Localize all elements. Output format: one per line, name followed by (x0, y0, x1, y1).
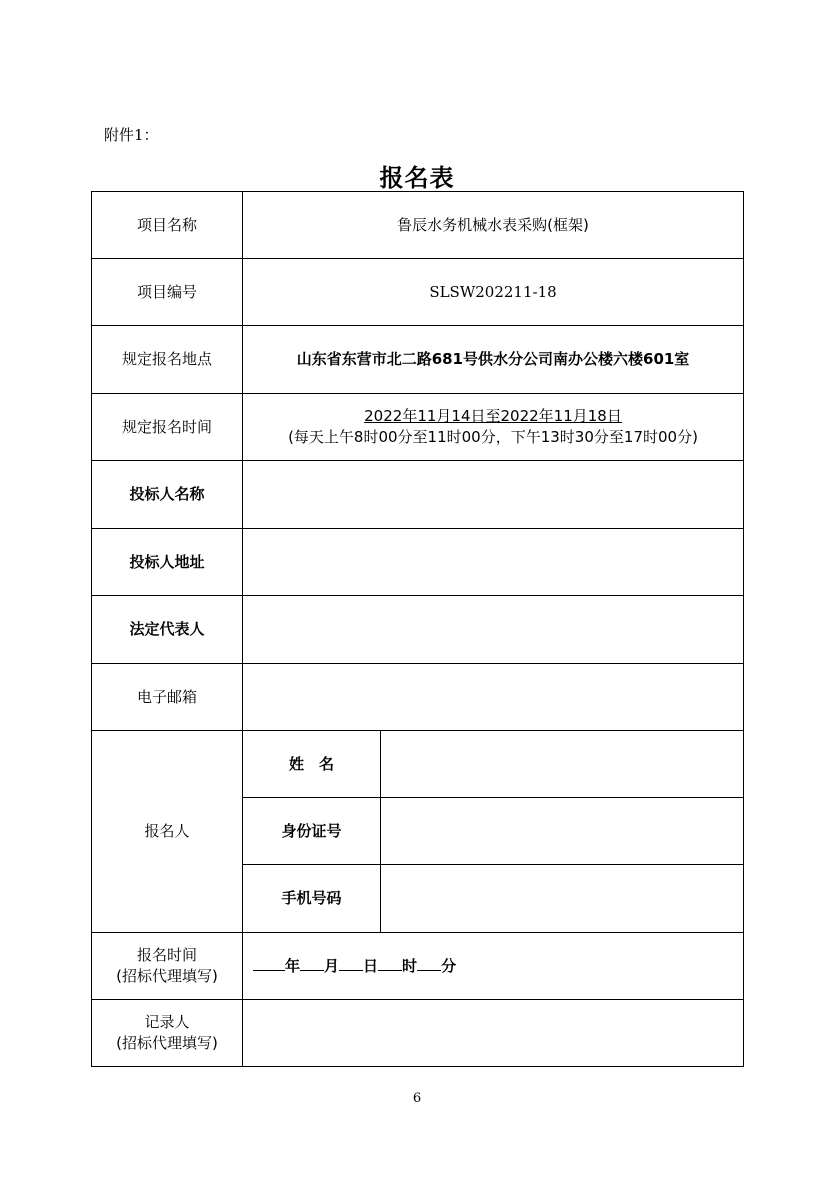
row-email (92, 664, 744, 731)
registrant-name-field[interactable] (381, 731, 744, 798)
recorder-label-line2: (招标代理填写) (116, 1034, 218, 1052)
project-number-label: 项目编号 (92, 259, 243, 326)
registrant-label: 报名人 (92, 731, 243, 933)
hour-unit: 时 (402, 956, 418, 975)
legal-rep-label: 法定代表人 (92, 596, 243, 664)
minute-blank[interactable] (417, 956, 441, 971)
row-recorder (92, 1000, 744, 1067)
recorder-label (92, 1000, 243, 1067)
page-number: 6 (412, 1091, 422, 1106)
reg-time-label: 规定报名时间 (92, 394, 243, 461)
row-reg-time (92, 394, 744, 461)
reg-time-hours: (每天上午8时00分至11时00分，下午13时30分至17时00分) (288, 428, 698, 446)
reg-location-value: 山东省东营市北二路681号供水分公司南办公楼六楼601室 (243, 326, 744, 394)
row-project-name (92, 192, 744, 259)
attachment-label: 附件1： (104, 126, 159, 144)
registrant-phone-label: 手机号码 (243, 865, 381, 933)
recorder-field[interactable] (243, 1000, 744, 1067)
reg-time-dates: 2022年11月14日至2022年11月18日 (364, 407, 622, 425)
month-blank[interactable] (300, 956, 324, 971)
signup-time-field[interactable] (243, 933, 744, 1000)
registrant-id-field[interactable] (381, 798, 744, 865)
registrant-phone-field[interactable] (381, 865, 744, 933)
month-unit: 月 (324, 956, 340, 975)
minute-unit: 分 (441, 956, 457, 975)
year-unit: 年 (285, 956, 301, 975)
day-blank[interactable] (339, 956, 363, 971)
registrant-name-label: 姓 名 (243, 731, 381, 798)
row-registrant-name (92, 731, 744, 798)
form-title: 报名表 (379, 164, 455, 192)
row-reg-location (92, 326, 744, 394)
reg-location-label: 规定报名地点 (92, 326, 243, 394)
signup-time-label (92, 933, 243, 1000)
project-name-value: 鲁辰水务机械水表采购(框架) (243, 192, 744, 259)
bidder-name-field[interactable] (243, 461, 744, 529)
row-project-number (92, 259, 744, 326)
email-field[interactable] (243, 664, 744, 731)
recorder-label-line1: 记录人 (144, 1013, 190, 1031)
registration-form-table (91, 191, 744, 1067)
year-blank[interactable] (253, 956, 285, 971)
signup-time-label-line2: (招标代理填写) (116, 967, 218, 985)
row-bidder-address (92, 529, 744, 596)
hour-blank[interactable] (378, 956, 402, 971)
bidder-name-label: 投标人名称 (92, 461, 243, 529)
project-number-value: SLSW202211-18 (243, 259, 744, 326)
row-legal-rep (92, 596, 744, 664)
bidder-address-label: 投标人地址 (92, 529, 243, 596)
day-unit: 日 (363, 956, 379, 975)
row-bidder-name (92, 461, 744, 529)
bidder-address-field[interactable] (243, 529, 744, 596)
registrant-id-label: 身份证号 (243, 798, 381, 865)
signup-time-label-line1: 报名时间 (136, 946, 197, 964)
project-name-label: 项目名称 (92, 192, 243, 259)
row-signup-time (92, 933, 744, 1000)
email-label: 电子邮箱 (92, 664, 243, 731)
reg-time-value (243, 394, 744, 461)
legal-rep-field[interactable] (243, 596, 744, 664)
